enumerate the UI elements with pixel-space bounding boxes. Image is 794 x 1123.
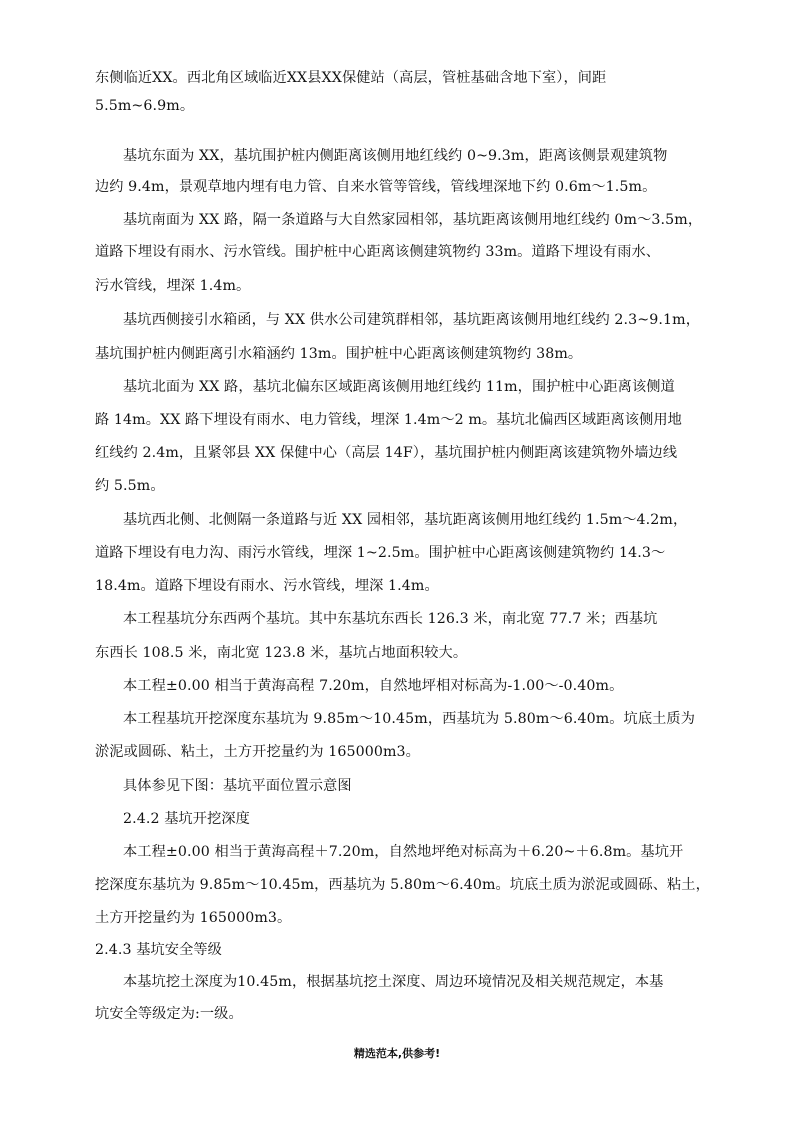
paragraph-line: 挖深度东基坑为 9.85m～10.45m，西基坑为 5.80m～6.40m。坑底土质为淤泥或圆砾、粘土， [95, 877, 710, 893]
paragraph-line: 红线约 2.4m，且紧邻县 XX 保健中心（高层 14F），基坑围护桩内侧距离该建筑物外墙边线 [95, 445, 678, 461]
paragraph-line: 18.4m。道路下埋设有雨水、污水管线，埋深 1.4m。 [95, 578, 439, 594]
paragraph-line: 基坑西侧接引水箱函，与 XX 供水公司建筑群相邻，基坑距离该侧用地红线约 2.3~9.1m， [123, 312, 700, 328]
section-heading: 2.4.3 基坑安全等级 [95, 942, 222, 958]
paragraph-line: 污水管线，埋深 1.4m。 [95, 278, 251, 294]
section-heading: 2.4.2 基坑开挖深度 [123, 811, 250, 827]
paragraph-line: 东侧临近XX。西北角区域临近XX县XX保健站（高层，管桩基础含地下室），间距 [95, 70, 607, 86]
paragraph-line: 基坑南面为 XX 路，隔一条道路与大自然家园相邻，基坑距离该侧用地红线约 0m～3.5m， [123, 212, 703, 228]
paragraph-line: 本工程基坑开挖深度东基坑为 9.85m～10.45m，西基坑为 5.80m～6.40m。坑底土质为 [123, 711, 695, 727]
paragraph-line: 淤泥或圆砾、粘土，土方开挖量约为 165000m3。 [95, 744, 420, 760]
paragraph-line: 边约 9.4m，景观草地内埋有电力管、自来水管等管线，管线埋深地下约 0.6m～1.5m。 [95, 179, 657, 195]
paragraph-line: 本工程±0.00 相当于黄海高程＋7.20m，自然地坪绝对标高为＋6.20~＋6.8m。基坑开 [123, 844, 684, 860]
paragraph-line: 5.5m~6.9m。 [95, 98, 195, 114]
paragraph-line: 约 5.5m。 [95, 478, 165, 494]
paragraph-line: 东西长 108.5 米，南北宽 123.8 米，基坑占地面积较大。 [95, 645, 468, 661]
paragraph-line: 本工程±0.00 相当于黄海高程 7.20m，自然地坪相对标高为-1.00～-0.40m。 [123, 678, 624, 694]
paragraph-line: 本基坑挖土深度为10.45m，根据基坑挖土深度、周边环境情况及相关规范规定，本基 [123, 974, 664, 990]
paragraph-line: 基坑北面为 XX 路，基坑北偏东区域距离该侧用地红线约 11m，围护桩中心距离该侧道 [123, 379, 675, 395]
paragraph-line: 土方开挖量约为 165000m3。 [95, 910, 292, 926]
page-footer: 精选范本,供参考! [353, 1047, 441, 1060]
paragraph-line: 坑安全等级定为:一级。 [95, 1006, 243, 1022]
paragraph-line: 基坑围护桩内侧距离引水箱涵约 13m。围护桩中心距离该侧建筑物约 38m。 [95, 346, 583, 362]
paragraph-line: 具体参见下图：基坑平面位置示意图 [123, 778, 352, 794]
paragraph-line: 道路下埋设有电力沟、雨污水管线，埋深 1~2.5m。围护桩中心距离该侧建筑物约 14.3～ [95, 545, 666, 561]
paragraph-line: 路 14m。XX 路下埋设有雨水、电力管线，埋深 1.4m～2 m。基坑北偏西区域距离该侧用地 [95, 412, 682, 428]
paragraph-line: 道路下埋设有雨水、污水管线。围护桩中心距离该侧建筑物约 33m。道路下埋设有雨水、 [95, 244, 661, 260]
paragraph-line: 本工程基坑分东西两个基坑。其中东基坑东西长 126.3 米，南北宽 77.7 米；西基坑 [123, 611, 658, 627]
paragraph-line: 基坑西北侧、北侧隔一条道路与近 XX 园相邻，基坑距离该侧用地红线约 1.5m～4.2m， [123, 512, 688, 528]
paragraph-line: 基坑东面为 XX，基坑围护桩内侧距离该侧用地红线约 0~9.3m，距离该侧景观建筑物 [123, 148, 668, 164]
